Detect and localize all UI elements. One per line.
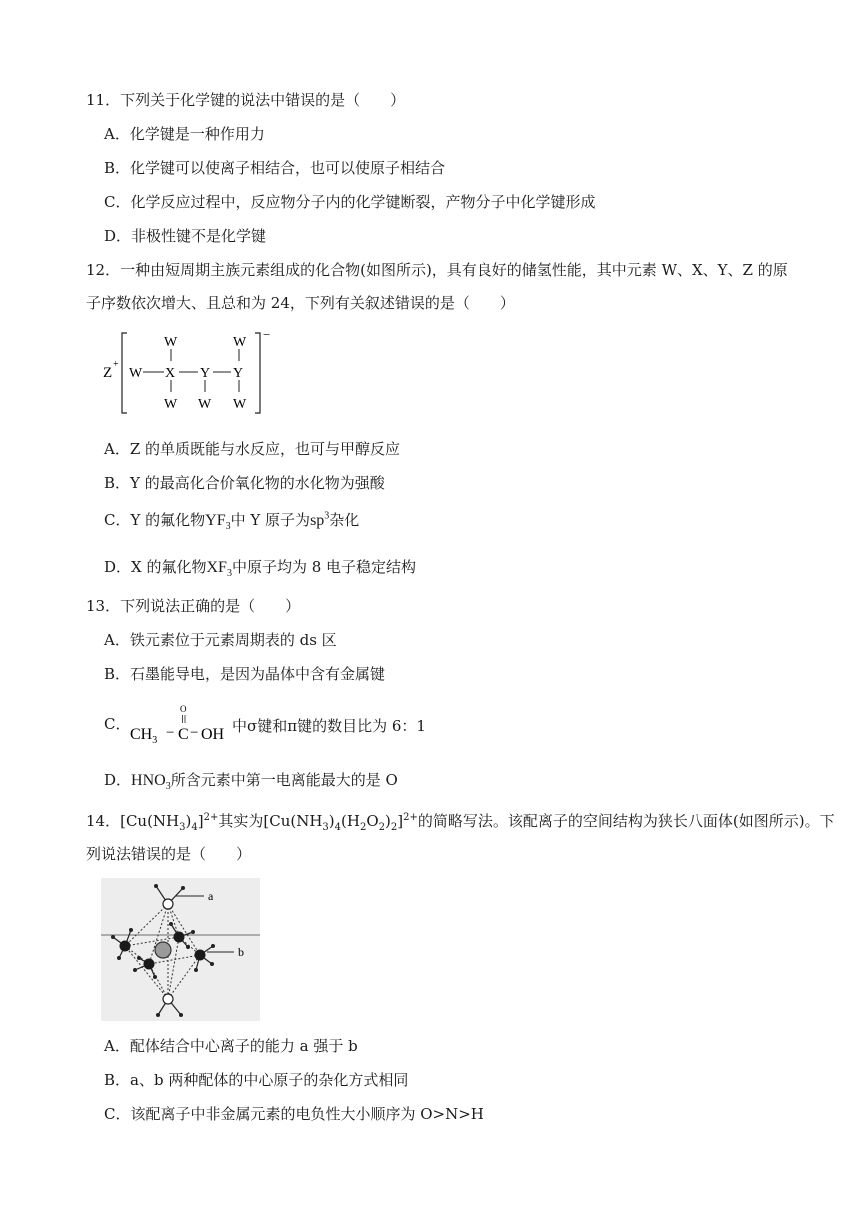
q11-stem: 11．下列关于化学键的说法中错误的是（ ）: [86, 91, 406, 109]
cation-z: Z: [103, 365, 113, 381]
q13-option-a: A．铁元素位于元素周期表的 ds 区: [104, 631, 337, 649]
formula-dash-1: −: [166, 725, 175, 741]
q13-option-b: B．石墨能导电，是因为晶体中含有金属键: [104, 665, 386, 683]
q11-option-b: B．化学键可以使离子相结合，也可以使原子相结合: [104, 159, 446, 177]
q13-option-c-post: 中σ键和π键的数目比为 6：1: [232, 717, 426, 735]
atom-w-left: W: [129, 366, 143, 381]
q12-structure-figure: [100, 325, 280, 420]
ligand-b-right: [195, 950, 206, 961]
central-cu-ion: [155, 942, 171, 958]
q12-option-c-pre: C．Y 的氟化物: [104, 511, 206, 529]
q13-stem: 13．下列说法正确的是（ ）: [86, 597, 301, 615]
atom-w-y2-top: W: [233, 335, 247, 350]
q12-stem-line2: 子序数依次增大、且总和为 24，下列有关叙述错误的是（ ）: [86, 294, 515, 312]
q13-option-c-label: C．: [104, 715, 131, 733]
ligand-a-bottom: [163, 994, 173, 1004]
formula-o: O: [180, 704, 187, 714]
acetic-acid-formula: [128, 700, 232, 748]
q14-option-b: B．a、b 两种配体的中心原子的杂化方式相同: [104, 1071, 409, 1089]
ligand-b-front: [144, 959, 155, 970]
q12-option-d-pre: D．X 的氟化物: [104, 558, 207, 576]
q12-stem-line1: 12．一种由短周期主族元素组成的化合物(如图所示)，具有良好的储氢性能，其中元素 W、X、Y、Z 的原: [86, 261, 788, 279]
formula-dash-2: −: [190, 725, 199, 741]
atom-w-y1-bottom: W: [198, 397, 212, 412]
ligand-a-top: [163, 899, 173, 909]
q11-option-a: A．化学键是一种作用力: [104, 125, 265, 143]
q14-stem-line2: 列说法错误的是（ ）: [86, 845, 252, 863]
anion-charge: −: [263, 327, 271, 342]
cation-charge: +: [113, 359, 119, 370]
octahedron-drawing: [101, 878, 260, 1021]
q14-option-a: A．配体结合中心离子的能力 a 强于 b: [104, 1037, 358, 1055]
hno3-formula: $HNO_3$: [131, 772, 171, 793]
atom-w-x-top: W: [164, 335, 178, 350]
atom-y1: Y: [200, 366, 211, 381]
left-bracket: [122, 333, 127, 413]
q13-option-d-pre: D．: [104, 771, 132, 789]
ligand-b-back: [174, 932, 185, 943]
label-a: a: [208, 889, 214, 903]
atom-w-x-bottom: W: [164, 397, 178, 412]
q12-option-d-post: 中原子均为 8 电子稳定结构: [231, 558, 417, 576]
q12-option-a: A．Z 的单质既能与水反应，也可与甲醇反应: [104, 440, 401, 458]
q11-option-d: D．非极性键不是化学键: [104, 227, 267, 245]
formula-ch3: $CH_3$: [130, 726, 158, 746]
q12-option-b: B．Y 的最高化合价氧化物的水化物为强酸: [104, 474, 385, 492]
q12-option-c-mid: 中 Y 原子为: [230, 511, 311, 529]
atom-w-y2-bottom: W: [233, 397, 247, 412]
sp3-hybrid: $sp^3$: [310, 510, 330, 529]
right-bracket: [255, 333, 260, 413]
yf3-formula: $YF_3$: [205, 512, 231, 533]
q14-stem-line1: 14．$[Cu(NH_3)_4]^{2+}$其实为$[Cu(NH_3)_4(H_2O_2)_2]^{2+}$的简略写法。该配离子的空间结构为狭长八面体(如图所示)。下: [86, 812, 835, 833]
q13-option-d: [104, 770, 398, 791]
q12-option-c-post: 杂化: [329, 511, 360, 529]
ligand-b-left: [120, 941, 131, 952]
formula-c: C: [178, 726, 189, 743]
label-b: b: [238, 945, 244, 959]
octahedron-figure: [101, 878, 260, 1021]
q13-option-d-post: 所含元素中第一电离能最大的是 O: [170, 771, 398, 789]
formula-oh: OH: [201, 726, 225, 743]
xf3-formula: $XF_3$: [206, 559, 232, 580]
q14-option-c: C．该配离子中非金属元素的电负性大小顺序为 O>N>H: [104, 1105, 484, 1123]
atom-y2: Y: [233, 366, 244, 381]
q12-option-c: [104, 510, 359, 531]
atom-x: X: [165, 366, 176, 381]
q11-option-c: C．化学反应过程中，反应物分子内的化学键断裂，产物分子中化学键形成: [104, 193, 596, 211]
q12-option-d: [104, 557, 416, 578]
